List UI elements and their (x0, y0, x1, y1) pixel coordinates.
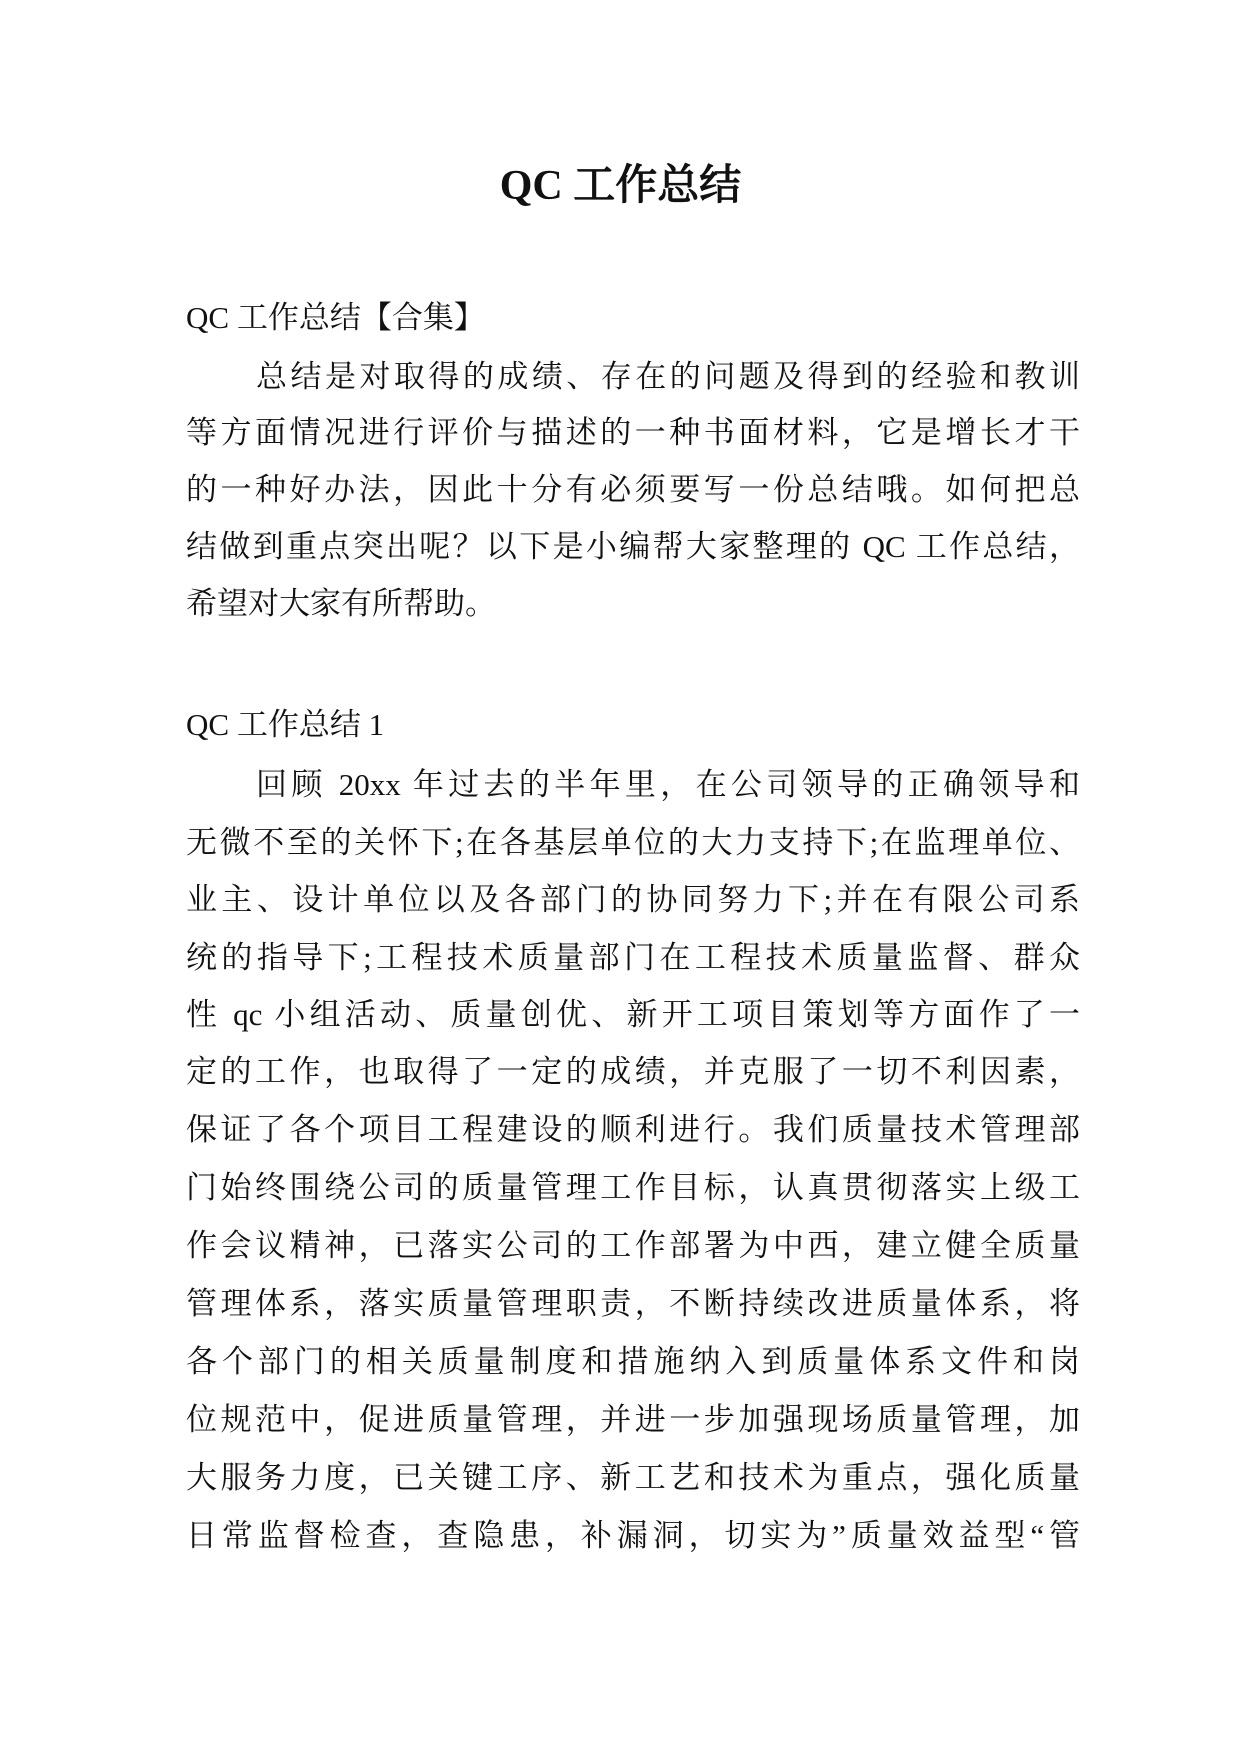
paragraph-line: 希望对大家有所帮助。 (186, 586, 496, 621)
paragraph-line: 管理体系，落实质量管理职责，不断持续改进质量体系，将 (186, 1286, 1080, 1321)
paragraph-line: 等方面情况进行评价与描述的一种书面材料，它是增长才干 (186, 415, 1080, 450)
paragraph-line: 无微不至的关怀下;在各基层单位的大力支持下;在监理单位、 (186, 825, 1080, 860)
paragraph-line: 保证了各个项目工程建设的顺利进行。我们质量技术管理部 (186, 1112, 1080, 1147)
paragraph-line: 作会议精神，已落实公司的工作部署为中西，建立健全质量 (186, 1228, 1080, 1263)
paragraph-line: 大服务力度，已关键工序、新工艺和技术为重点，强化质量 (186, 1460, 1080, 1495)
paragraph-line: 结做到重点突出呢？以下是小编帮大家整理的 QC 工作总结， (186, 529, 1080, 564)
paragraph-line: 的一种好办法，因此十分有必须要写一份总结哦。如何把总 (186, 472, 1080, 507)
paragraph-line: 位规范中，促进质量管理，并进一步加强现场质量管理，加 (186, 1402, 1080, 1437)
paragraph-line: 门始终围绕公司的质量管理工作目标，认真贯彻落实上级工 (186, 1170, 1080, 1205)
paragraph-line: 业主、设计单位以及各部门的协同努力下;并在有限公司系 (186, 882, 1080, 917)
section-heading: QC 工作总结 1 (186, 707, 385, 742)
paragraph-line: 性 qc 小组活动、质量创优、新开工项目策划等方面作了一 (186, 997, 1080, 1032)
document-title: QC 工作总结 (499, 163, 742, 209)
paragraph-line: 回顾 20xx 年过去的半年里，在公司领导的正确领导和 (256, 767, 1080, 802)
paragraph-line: 总结是对取得的成绩、存在的问题及得到的经验和教训 (256, 359, 1080, 394)
paragraph-line: 定的工作，也取得了一定的成绩，并克服了一切不利因素， (186, 1054, 1080, 1089)
paragraph-line: 日常监督检查，查隐患，补漏洞，切实为”质量效益型“管 (186, 1518, 1080, 1553)
paragraph-line: 统的指导下;工程技术质量部门在工程技术质量监督、群众 (186, 940, 1080, 975)
paragraph-line: 各个部门的相关质量制度和措施纳入到质量体系文件和岗 (186, 1344, 1080, 1379)
collection-heading: QC 工作总结【合集】 (186, 300, 485, 335)
